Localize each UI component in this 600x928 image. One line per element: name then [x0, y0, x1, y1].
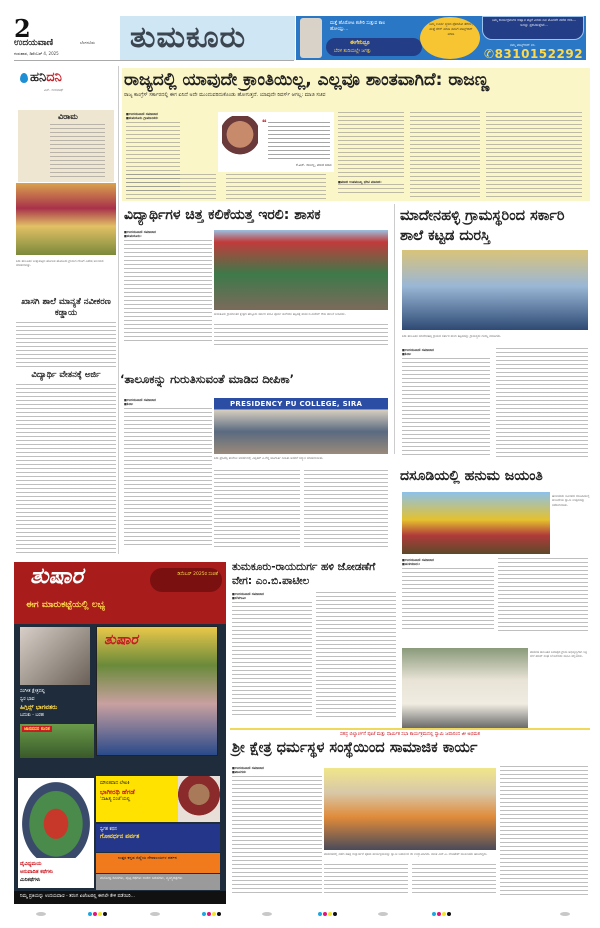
headline-deepika[interactable]: ‘ತಾಲೂಕನ್ನು ಗುರುತಿಸುವಂತೆ ಮಾಡಿದ ದೀಪಿಕಾ’	[120, 372, 294, 386]
paper-name: ಉದಯವಾಣಿ	[14, 38, 54, 48]
cmyk-marks	[202, 912, 222, 916]
register-oval	[378, 912, 388, 916]
dharmasthala-body-col2	[324, 864, 408, 896]
column-divider	[118, 66, 119, 554]
masthead-rule	[14, 60, 294, 61]
lead-deck: ರಾಜ್ಯ ಕಾಂಗ್ರೆಸ್ ಸರ್ಕಾರದಲ್ಲಿ ಈಗ ಏನಿದೆ ಅದೇ ಮುಂದುವರಿದುಕೊಂಡು ಹೋಗುತ್ತದೆ. ಯಾವುದೇ ರಿವರ್ಸ್ ಆಗಲ್ಲ: ಮಾಜಿ ಸಚಿವ	[124, 92, 326, 98]
private-school-body	[16, 322, 116, 368]
railway-body-col2	[316, 592, 396, 720]
top-ad-circle-text: ನಿಮ್ಮ ಊರ್ನ ಸ್ಥಳದ ಫೋಟೋ ತೆಗೆದು, ಮತ್ತೆ ಶೇರ್ ಮಾಡಿ ನಮಗೆ ವಾಟ್ಸ್ಆಪ್ ಮಾಡಿ	[429, 22, 473, 36]
higgins-photo	[20, 627, 90, 685]
idol-photo	[16, 183, 116, 255]
students-photo	[214, 230, 388, 310]
headline-railway[interactable]: ತುಮಕೂರು-ರಾಯದುರ್ಗ ಹಳಿ ಜೋಡಣೆಗೆ ವೇಗ: ಎಂ.ಬಿ.ಪಾಟೀಲ	[232, 561, 376, 587]
higgins-feature: ಸಂಗೀತ ಕ್ಷೇತ್ರದಲ್ಲಿ ಸ್ವರ ಭಾವ ಹಿಗ್ಗಿನ್ಸ್ ಭಾಗವತರು ಬದುಕು - ಬರಹ	[20, 689, 58, 718]
headline-madenahalli[interactable]: ಮಾದೇನಹಳ್ಳಿ ಗ್ರಾಮಸ್ಥರಿಂದ ಸರ್ಕಾರಿ ಶಾಲೆ ಕಟ್ಟಡ ದುರಸ್ತಿ	[400, 208, 565, 244]
register-oval	[36, 912, 46, 916]
lead-body-col6	[486, 112, 582, 199]
cmyk-marks	[432, 912, 452, 916]
quote-attribution: ಕೆ.ಎನ್. ರಾಜಣ್ಣ, ಮಾಜಿ ಸಚಿವ	[296, 163, 332, 167]
lead-byline: ■ ಉದಯವಾಣಿ ಸಮಾಚಾರ	[126, 112, 180, 116]
students-body-2	[214, 324, 388, 346]
bhagirathi-photo	[178, 776, 220, 822]
lead-subhead: ■ ಮಾಜಿ ಉಪಮುಖ್ಯ ಭೇಟಿ ಮಾಡಿದ:	[338, 180, 404, 184]
folk-label: ಜಾನಪದರ ಕುಣಿತ	[24, 727, 50, 732]
students-photo-caption: ತುಮಕೂರು ಗ್ರಾಮಾಂತರ ಕ್ಷೇತ್ರದ ಹೆಬ್ಬೂರು ಸರ್ಕಾರಿ ಪದವಿ ಪೂರ್ವ ಕಾಲೇಜಿನ ಕಟ್ಟಡಕ್ಕೆ ಶಾಸಕ ಬಿ.ಸುರೇಶ್ ಗೌಡ ಚಾಲನೆ ನೀಡಿದರು.	[214, 312, 346, 316]
register-oval	[560, 912, 570, 916]
column-author: ಎನ್. ರಂಗನಾಥ್	[44, 88, 64, 92]
poem-title: ವಿರಾಮ	[58, 112, 78, 121]
whatsapp-label: ನಮ್ಮ ವಾಟ್ಸ್ಆಪ್ ನಂ.	[510, 43, 536, 47]
lead-body-col2	[126, 174, 216, 199]
idol-caption: ಶಿರಾ ತಾಲೂಕಿನ ಬುಕ್ಕಾಪಟ್ಟಣ ಹೋಬಳಿ ಹೊಸೂರು ಗ್ರಾಮದ ದೇವಿಗೆ ವಿಶೇಷ ಅಲಂಕಾರ ಮಾಡಲಾಗಿತ್ತು.	[16, 259, 104, 268]
deepika-body: ■ ಉದಯವಾಣಿ ಸಮಾಚಾರ ■ ಶಿರಾ:	[124, 398, 212, 548]
drop-icon	[20, 73, 28, 83]
headline-scholarship[interactable]: ವಿದ್ಯಾರ್ಥಿ ವೇತನಕ್ಕೆ ಅರ್ಜಿ	[31, 370, 101, 380]
madenahalli-photo-caption: ಶಿರಾ ತಾಲೂಕಿನ ಮಾದೇನಹಳ್ಳಿ ಗ್ರಾಮದ ಸರ್ಕಾರಿ ಶಾಲಾ ಕಟ್ಟಡವನ್ನು ಗ್ರಾಮಸ್ಥರು ದುರಸ್ತಿ ಮಾಡಿದರು.	[402, 334, 502, 338]
madenahalli-photo	[402, 250, 588, 330]
column-logo: ಹನಿದನಿ	[30, 70, 62, 85]
whatsapp-number[interactable]: ✆8310152292	[484, 47, 584, 61]
top-ad-pill-line2: ಬೆರಳ ತುದಿಯಲ್ಲೇ ಜಗತ್ತು	[334, 49, 372, 54]
rajanna-portrait	[222, 116, 258, 162]
top-ad-pill-line1: ಈಗೇನಿದ್ರೂ	[350, 40, 370, 46]
deepika-body-2	[214, 470, 300, 548]
whatsapp-icon: ✆	[484, 47, 495, 61]
top-ad-line1: ಮತ್ತೆ ಹೊರೋಟ ಕಚೇರಿ ಸುತ್ತುವ ಕಾಲ ಹೋಯ್ತು...	[330, 21, 386, 32]
city-title: ತುಮಕೂರು	[130, 20, 247, 55]
register-oval	[262, 912, 272, 916]
madenahalli-body-col1: ■ ಉದಯವಾಣಿ ಸಮಾಚಾರ ■ ಶಿರಾ:	[402, 348, 490, 458]
dharmasthala-photo	[324, 768, 496, 850]
headline-students[interactable]: ವಿದ್ಯಾರ್ಥಿಗಳ ಚಿತ್ತ ಕಲಿಕೆಯತ್ತ ಇರಲಿ: ಶಾಸಕ	[124, 207, 321, 223]
dasodi-photo-caption: ಹುಳಿಯಾರು ಸಮೀಪದ ದಸೂಡಿಯಲ್ಲಿ ಆಂಜನೇಯ ಸ್ವಾಮಿ ಉತ್ಸವವನ್ನು ನಡೆಸಲಾಯಿತು.	[552, 494, 590, 507]
dharmasthala-photo-caption: ಪಾವಗಡದಲ್ಲಿ ನಡೆದ ಸಹಸ್ರ ಬಿಲ್ವಾರ್ಚನೆ ಪೂಜಾ ಕಾರ್ಯಕ್ರಮವನ್ನು ಸ್ವಾಮಿ ಜಪಾನಂದ ಜೀ ಉದ್ಘಾಟಿಸಿದರು. ಶಾಸಕ ಎಚ್.ವಿ. ವೆಂಕಟೇಶ್ ಮುಖಂಡರು ಹಾಜರಿದ್ದರು.	[324, 852, 488, 856]
bhagirathi-text: ಮೌಲಿಕವಾದ ಲೇಖಕಿ ಭಾಗೀರಥಿ ಹೆಗಡೆ ‘ಸಾಹಿತ್ಯ ಸಂಜೆ’ಯಲ್ಲಿ	[100, 781, 135, 802]
plant-illustration	[22, 782, 90, 858]
temples-text: ಉತ್ತರ ಕನ್ನಡ ಜಿಲ್ಲೆಯ ದೇವಾಲಯಗಳ ದರ್ಶನ	[118, 855, 177, 860]
cmyk-marks	[318, 912, 338, 916]
headline-dasodi[interactable]: ದಸೂಡಿಯಲ್ಲಿ ಹನುಮ ಜಯಂತಿ	[400, 468, 543, 484]
misc-text: ಮನೋಜ್ಞ ಕವನಗಳು, ಪುಟ್ಟ ಕಥೆಗಳು ಅಂಕಣ ಬರಹಗಳು, ವ್ಯಂಗ್ಯಚಿತ್ರಗಳು	[100, 876, 183, 880]
railway-body-col1: ■ ಉದಯವಾಣಿ ಸಮಾಚಾರ ■ ಬೆಳಗಾವಿ:	[232, 592, 312, 720]
tushara-cover-logo: ತುಷಾರ	[104, 632, 138, 648]
paper-date: ಗುರುವಾರ, ಡಿಸೆಂಬರ್ 4, 2025	[14, 51, 59, 56]
headline-dharmasthala[interactable]: ಶ್ರೀ ಕ್ಷೇತ್ರ ಧರ್ಮಸ್ಥಳ ಸಂಸ್ಥೆಯಿಂದ ಸಾಮಾಜಿಕ ಕಾರ್ಯ	[232, 740, 478, 756]
lead-body-col4	[338, 112, 404, 199]
lead-headline[interactable]: ರಾಜ್ಯದಲ್ಲಿ ಯಾವುದೇ ಕ್ರಾಂತಿಯಿಲ್ಲ, ಎಲ್ಲವೂ ಶಾಂತವಾಗಿದೆ: ರಾಜಣ್ಣ	[124, 70, 490, 90]
scholarship-body	[16, 384, 116, 554]
quote-text	[268, 122, 330, 160]
register-oval	[150, 912, 160, 916]
deepika-body-3	[304, 470, 388, 548]
dharmasthala-body-col4	[500, 766, 588, 896]
plant-text: ವೈವಿಧ್ಯಮಯ ಅನುವಾದಿತ ಕಥೆಗಳು ಮಿನಿಕಥೆಗಳು	[20, 861, 53, 883]
deepika-photo-banner: PRESIDENCY PU COLLEGE, SIRA	[230, 400, 363, 408]
lead-dateline: ■ ತುಮಕೂರು ಗ್ರಾಮಾಂತರ:	[126, 116, 180, 120]
cmyk-marks	[88, 912, 108, 916]
paper-edition: ಬೆಂಗಳೂರು	[80, 40, 95, 45]
top-ad-box-text: ನಿಮ್ಮ ಕಾರ್ಯಕ್ರಮಗಳ ಆಹ್ವಾನ ಪತ್ರಿಕೆ ಎರಡು ದಿನ ಮೊದಲೇ ಪಡೆದ ಕಳಿಸಿ... ಅದನ್ನು ಪ್ರಕಟಿಸುತ್ತೇವೆ...	[492, 18, 576, 27]
lead-body-col3	[226, 174, 326, 199]
page-number: 2	[14, 14, 31, 43]
deepika-photo-caption: ಶಿರಾ ಪ್ರೆಸಿಡೆನ್ಸಿ ಕಾಲೇಜು ಆವರಣದಲ್ಲಿ ವಿಶ್ವಕಪ್ ಎ.ಗೆದ್ದ ಆಟಗಾರ್ತಿ ದೀಪಿಕಾ ಅವರಿಗೆ ಸನ್ಮಾನ ಮಾಡಲಾಯಿತು.	[214, 456, 324, 460]
dasodi-body-col1: ■ ಉದಯವಾಣಿ ಸಮಾಚಾರ ■ ಹುಳಿಯಾರು:	[402, 558, 494, 634]
dasodi-body-col2	[498, 558, 588, 634]
dharmasthala-body-col3	[412, 864, 496, 896]
column-divider	[394, 204, 395, 454]
dasodi-photo	[402, 492, 550, 554]
tushara-tagline: ಈಗ ಮಾರುಕಟ್ಟೆಯಲ್ಲಿ ಲಭ್ಯ	[26, 600, 105, 610]
rally-photo-caption: ಪಾವಗಡ ತಾಲೂಕಿನ ಶಿವಾಪುರ ಗ್ರಾಮ ಅಭಿವೃದ್ಧಿಗಾಗಿ ಲಕ್ಷ ಬೆಲೆ ಕಿಸಾನ್ ಸಂಘ ಬೆಂಬಲಿಗರು ಮನವಿ ಸಲ್ಲಿಸಿದರು.	[530, 650, 588, 659]
dharmasthala-rule	[230, 728, 590, 730]
dharmasthala-body-col1: ■ ಉದಯವಾಣಿ ಸಮಾಚಾರ ■ ಪಾವಗಡ:	[232, 766, 322, 896]
rally-photo	[402, 648, 528, 728]
tushara-logo: ತುಷಾರ	[30, 564, 84, 589]
tushara-footer-text: ನಿಮ್ಮ ಪ್ರತಿಯನ್ನು ಉದಯವಾಣಿ - ತರಂಗ ಏಜೆಂಟರಲ್ಲಿ ಈಗಲೇ ಕೇಳಿ ಪಡೆಯಿರಿ...	[20, 894, 135, 899]
tushara-issue: ಡಿಸೆಂಬರ್ 2025ರ ಸಂಚಿಕೆ	[177, 572, 218, 577]
students-body: ■ ಉದಯವಾಣಿ ಸಮಾಚಾರ ■ ತುಮಕೂರು:	[124, 230, 212, 345]
phone-hand-icon	[300, 18, 322, 58]
headline-private-school[interactable]: ಖಾಸಗಿ ಶಾಲೆ ಮಾನ್ಯತೆ ನವೀಕರಣ ಕಡ್ಡಾಯ	[21, 297, 111, 318]
govardhana-text: ಸ್ವಗತ ಕಥನ ಗೋವರ್ಧನ ಪರ್ವತ	[100, 827, 140, 840]
lead-body-col5	[410, 112, 480, 199]
quote-icon: ❝	[262, 118, 267, 127]
poem-text	[50, 124, 105, 178]
madenahalli-body-col2	[496, 348, 588, 458]
dharmasthala-kicker: ಸಹಸ್ರ ಬಿಲ್ವಾರ್ಚನೆ ಪೂಜೆ ಮತ್ತು ಧಾರ್ಮಿಕ ಸಭಾ ಕಾರ್ಯಕ್ರಮದಲ್ಲಿ ಸ್ವಾಮಿ ಜಪಾನಂದ ಜೀ ಅಭಿಮತ	[339, 732, 481, 737]
